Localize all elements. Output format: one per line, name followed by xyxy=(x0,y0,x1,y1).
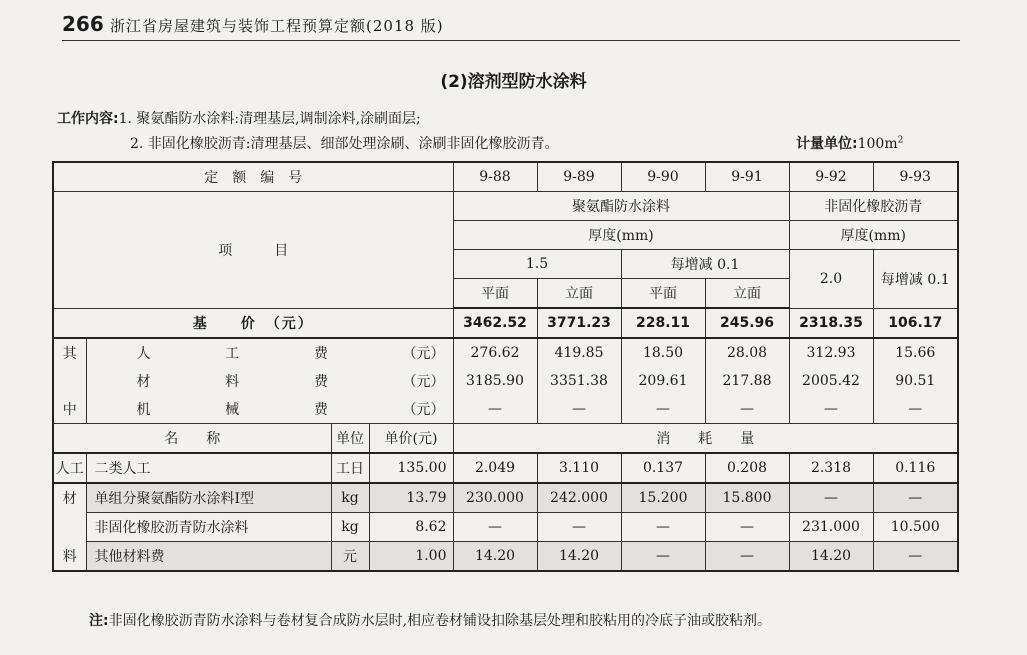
material-qty: — xyxy=(789,483,873,513)
labor-cost: 419.85 xyxy=(537,338,621,367)
cost-label: 机 械 费 （元） xyxy=(86,395,453,424)
labor-name: 二类人工 xyxy=(86,453,331,483)
code-cell: 9-91 xyxy=(705,162,789,192)
material-category-top: 材 xyxy=(53,483,86,513)
labor-cost-row xyxy=(53,338,958,367)
base-price: 3462.52 xyxy=(453,308,537,338)
note-label: 注: xyxy=(89,613,109,629)
material-qty: 242.000 xyxy=(537,483,621,513)
labor-qty: 0.116 xyxy=(873,453,958,483)
unit-header: 单位 xyxy=(331,424,369,454)
surface-label: 立面 xyxy=(705,279,789,309)
thickness-inc-2: 每增减 0.1 xyxy=(873,250,958,309)
thickness-2-0: 2.0 xyxy=(789,250,873,309)
cost-label: 人 工 费 （元） xyxy=(86,338,453,367)
surface-label: 立面 xyxy=(537,279,621,309)
labor-category: 人工 xyxy=(53,453,86,483)
material-qty: 14.20 xyxy=(537,542,621,572)
material-row xyxy=(53,513,958,542)
of-which-top: 其 xyxy=(53,338,86,367)
unit-value: 100m xyxy=(857,136,898,152)
base-price-label: 基 价 （元） xyxy=(53,308,453,338)
quota-table xyxy=(52,161,959,572)
consumption-header: 消 耗 量 xyxy=(453,424,958,454)
material-row xyxy=(53,542,958,572)
machine-cost-row xyxy=(53,395,958,424)
name-header: 名 称 xyxy=(53,424,331,454)
material-name: 其他材料费 xyxy=(86,542,331,572)
labor-qty: 2.318 xyxy=(789,453,873,483)
labor-qty: 0.137 xyxy=(621,453,705,483)
material-qty: — xyxy=(873,483,958,513)
material-cost: 3351.38 xyxy=(537,367,621,395)
material-price: 8.62 xyxy=(369,513,453,542)
cost-label: 材 料 费 （元） xyxy=(86,367,453,395)
material-qty: — xyxy=(705,542,789,572)
material-name: 非固化橡胶沥青防水涂料 xyxy=(86,513,331,542)
labor-cost: 28.08 xyxy=(705,338,789,367)
base-price: 3771.23 xyxy=(537,308,621,338)
code-cell: 9-90 xyxy=(621,162,705,192)
labor-qty: 0.208 xyxy=(705,453,789,483)
machine-cost: — xyxy=(621,395,705,424)
material-cost: 90.51 xyxy=(873,367,958,395)
material-unit: kg xyxy=(331,513,369,542)
base-price: 245.96 xyxy=(705,308,789,338)
material-cost: 209.61 xyxy=(621,367,705,395)
material-qty: — xyxy=(705,513,789,542)
of-which-bottom: 中 xyxy=(53,395,86,424)
thickness-1-5: 1.5 xyxy=(453,250,621,279)
material-qty: 231.000 xyxy=(789,513,873,542)
machine-cost: — xyxy=(873,395,958,424)
labor-unit: 工日 xyxy=(331,453,369,483)
note-text: 非固化橡胶沥青防水涂料与卷材复合成防水层时,相应卷材铺设扣除基层处理和胶粘用的冷底子油或胶粘剂。 xyxy=(108,613,772,629)
machine-cost: — xyxy=(705,395,789,424)
book-title: 浙江省房屋建筑与装饰工程预算定额(2018 版) xyxy=(110,17,444,35)
material-cost: 217.88 xyxy=(705,367,789,395)
machine-cost: — xyxy=(537,395,621,424)
code-cell: 9-92 xyxy=(789,162,873,192)
group-rubber-asphalt: 非固化橡胶沥青 xyxy=(789,192,958,221)
material-category-bottom: 料 xyxy=(53,542,86,572)
machine-cost: — xyxy=(789,395,873,424)
work-content-label: 工作内容: xyxy=(57,111,119,127)
material-qty: 14.20 xyxy=(789,542,873,572)
material-qty: — xyxy=(621,513,705,542)
material-qty: 14.20 xyxy=(453,542,537,572)
machine-cost: — xyxy=(453,395,537,424)
material-qty: — xyxy=(873,542,958,572)
base-price: 228.11 xyxy=(621,308,705,338)
group-polyurethane: 聚氨酯防水涂料 xyxy=(453,192,789,221)
unit-sup: 2 xyxy=(897,135,904,146)
work-content-text-1: 1. 聚氨酯防水涂料:清理基层,调制涂料,涂刷面层; xyxy=(118,111,421,127)
material-qty: 10.500 xyxy=(873,513,958,542)
material-name: 单组分聚氨酯防水涂料Ⅰ型 xyxy=(86,483,331,513)
material-qty: 230.000 xyxy=(453,483,537,513)
material-qty: 15.200 xyxy=(621,483,705,513)
measurement-unit xyxy=(796,133,903,153)
code-cell: 9-93 xyxy=(873,162,958,192)
labor-qty: 2.049 xyxy=(453,453,537,483)
code-cell: 9-88 xyxy=(453,162,537,192)
material-unit: 元 xyxy=(331,542,369,572)
labor-cost: 276.62 xyxy=(453,338,537,367)
material-row xyxy=(53,483,958,513)
thickness-inc-1: 每增减 0.1 xyxy=(621,250,789,279)
consumption-header-row xyxy=(53,424,958,454)
thickness-header-1: 厚度(mm) xyxy=(453,221,789,250)
page-header xyxy=(62,10,960,41)
work-content-line-1 xyxy=(57,108,421,128)
labor-qty: 3.110 xyxy=(537,453,621,483)
surface-label: 平面 xyxy=(621,279,705,309)
labor-row xyxy=(53,453,958,483)
labor-price: 135.00 xyxy=(369,453,453,483)
group-row xyxy=(53,192,958,221)
material-cost: 2005.42 xyxy=(789,367,873,395)
labor-cost: 18.50 xyxy=(621,338,705,367)
thickness-header-2: 厚度(mm) xyxy=(789,221,958,250)
material-cost: 3185.90 xyxy=(453,367,537,395)
material-cost-row xyxy=(53,367,958,395)
material-price: 1.00 xyxy=(369,542,453,572)
work-content-text-2: 2. 非固化橡胶沥青:清理基层、细部处理涂刷、涂刷非固化橡胶沥青。 xyxy=(130,136,559,152)
labor-cost: 312.93 xyxy=(789,338,873,367)
base-price: 2318.35 xyxy=(789,308,873,338)
material-qty: 15.800 xyxy=(705,483,789,513)
code-cell: 9-89 xyxy=(537,162,621,192)
item-header: 项 目 xyxy=(53,192,453,309)
material-qty: — xyxy=(537,513,621,542)
section-title: (2)溶剂型防水涂料 xyxy=(440,72,587,92)
base-price: 106.17 xyxy=(873,308,958,338)
material-price: 13.79 xyxy=(369,483,453,513)
work-content-line-2 xyxy=(130,133,559,153)
unit-label: 计量单位: xyxy=(796,136,858,152)
footnote xyxy=(89,610,771,630)
page-number: 266 xyxy=(62,12,104,36)
material-unit: kg xyxy=(331,483,369,513)
material-qty: — xyxy=(453,513,537,542)
surface-label: 平面 xyxy=(453,279,537,309)
material-qty: — xyxy=(621,542,705,572)
code-row xyxy=(53,162,958,192)
base-price-row xyxy=(53,308,958,338)
unit-price-header: 单价(元) xyxy=(369,424,453,454)
code-header: 定 额 编 号 xyxy=(53,162,453,192)
labor-cost: 15.66 xyxy=(873,338,958,367)
